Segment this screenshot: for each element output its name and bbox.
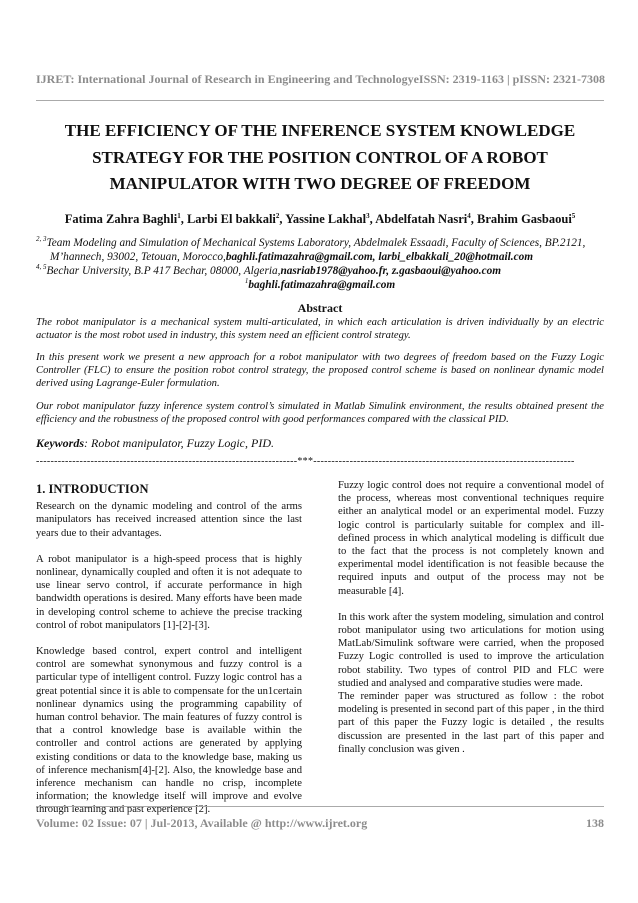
page-number: 138 [586, 816, 604, 830]
footer-rule [36, 806, 604, 807]
author-sup: 2 [275, 211, 280, 220]
affiliation-emails: nasriab1978@yahoo.fr, z.gasbaoui@yahoo.com [280, 265, 502, 277]
author-name: Abdelfatah Nasri [375, 212, 468, 226]
paragraph: Research on the dynamic modeling and control of the arms manipulators has received increased attention since the last years due to their advantages. [36, 501, 302, 539]
running-header [36, 72, 604, 87]
title-line-1: THE EFFICIENCY OF THE INFERENCE SYSTEM KNOWLEDGE [64, 121, 576, 140]
affiliation-2: $^{4, 5}$Bechar University, B.P 417 Bechar, 08000, Algeria,nasriab1978@yahoo.fr, z.gasbaoui@yahoo.com [36, 263, 502, 277]
abstract-paragraph-3: Our robot manipulator fuzzy inference system control’s simulated in Matlab Simulink environment, the results obtained present the efficiency and the robustness of the proposed control with good performances compared with the classical PID. [36, 401, 604, 425]
author-sup: 5 [571, 211, 576, 220]
title-line-2: STRATEGY FOR THE POSITION CONTROL OF A ROBOT [92, 147, 548, 167]
abstract-paragraph-1: The robot manipulator is a mechanical system multi-articulated, in which each articulation is driven individually by an electric actuator is the most robot used in industry, this system need an efficient control strategy. [36, 317, 604, 341]
affiliation-emails: baghli.fatimazahra@gmail.com, larbi_elbakkali_20@hotmail.com [225, 251, 534, 263]
affiliation-3 [36, 278, 604, 292]
header-rule [36, 100, 604, 101]
paragraph: The reminder paper was structured as follow : the robot modeling is presented in second part of this paper , in the third part of this paper the Fuzzy logic is detailed , the results discussion are presented in the last part of this paper and finally conclusion was given . [338, 691, 604, 755]
affiliation-sup: 4, 5 [36, 263, 47, 272]
affiliation-sup: 2, 3 [36, 235, 47, 244]
author-sup: 3 [366, 211, 370, 220]
section-separator: ------------------------------------------------------------------------***------------------------------------------------------------------------ [36, 456, 575, 467]
author-name: Brahim Gasbaoui [476, 212, 572, 226]
author-sup: 4 [467, 211, 471, 220]
author-name: Larbi El bakkali [186, 212, 276, 226]
paper-title [40, 118, 600, 198]
abstract-heading: Abstract [297, 301, 343, 315]
author-name: Fatima Zahra Baghli [64, 212, 178, 226]
paragraph: Fuzzy logic control does not require a conventional model of the process, whereas most conventional techniques require either an analytical model or an experimental model. Fuzzy logic control is particularly suitable for complex and ill-defined process in which analytical modeling is difficult due to the fact that the process is not completely known and experimental model identification is not feasible because the required inputs and output of the process may not be measurable [4]. [338, 480, 604, 597]
paragraph: A robot manipulator is a high-speed process that is highly nonlinear, dynamically coupled and often it is not adequate to use linear servo control, if accurate performance in high bandwidth operations is desired. Many efforts have been made in developing control scheme to achieve the precise tracking control of robot manipulators [1]-[2]-[3]. [36, 553, 302, 631]
paragraph: In this work after the system modeling, simulation and control robot manipulator using two articulations for motion using MatLab/Simulink software were carried, when the proposed Fuzzy Logic controlled is used to improve the articulation robot stability. Two types of control PID and FLC were studied and analysed and comparative studies were made. [338, 611, 604, 689]
title-line-3: MANIPULATOR WITH TWO DEGREE OF FREEDOM [109, 174, 531, 193]
affiliation-sup: 1 [244, 277, 249, 286]
left-column [36, 483, 302, 830]
abstract-paragraph-2: In this present work we present a new approach for a robot manipulator with two degrees of freedom based on the Fuzzy Logic Controller (FLC) to ensure the position robot control strategy, the proposed control scheme is based on nonlinear dynamic model derived using Lagrange-Euler formulation. [36, 352, 604, 389]
author-sup: 1 [177, 211, 181, 220]
keywords-text: : Robot manipulator, Fuzzy Logic, PID. [84, 436, 274, 450]
issn: eISSN: 2319-1163 | pISSN: 2321-7308 [413, 72, 605, 86]
section-heading: 1. INTRODUCTION [36, 482, 149, 496]
journal-name: IJRET: International Journal of Research in Engineering and Technology [36, 72, 414, 86]
affiliation-email: baghli.fatimazahra@gmail.com [248, 279, 396, 291]
affiliation-1: $^{2, 3}$Team Modeling and Simulation of Mechanical Systems Laboratory, Abdelmalek Essaadi, Faculty of Sciences, BP.2121, M’hannech, 93002, Tetouan, Morocco,baghli.fatimazahra@gmail.com, larbi_elbakkali_20@hotmail.com [36, 235, 586, 263]
keywords [36, 436, 274, 451]
paragraph: Knowledge based control, expert control and intelligent control are somewhat synonymous and fuzzy control is a particular type of intelligent control. Fuzzy logic control has a great potential since it is able to compensate for the un1certain nonlinear dynamics using the programming capability of human control behavior. The main features of fuzzy control is that a control knowledge base is available within the controller and control actions are generated by applying existing conditions or data to the knowledge base, making us of inference mechanism[4]-[2]. Also, the knowledge base and inference mechanism can handle no crisp, incomplete information; the knowledge itself will improve and evolve through learning and past experience [2]. [36, 646, 302, 816]
page-footer [36, 816, 604, 831]
right-column [338, 479, 604, 769]
author-list: Fatima Zahra Baghli$^1$, Larbi El bakkali$^2$, Yassine Lakhal$^3$, Abdelfatah Nasri$^4$, Brahim Gasbaoui$^5$ [64, 211, 576, 226]
author-name: Yassine Lakhal [285, 212, 367, 226]
footer-text: Volume: 02 Issue: 07 | Jul-2013, Available @ http://www.ijret.org [36, 816, 368, 830]
keywords-label: Keywords [36, 436, 84, 450]
